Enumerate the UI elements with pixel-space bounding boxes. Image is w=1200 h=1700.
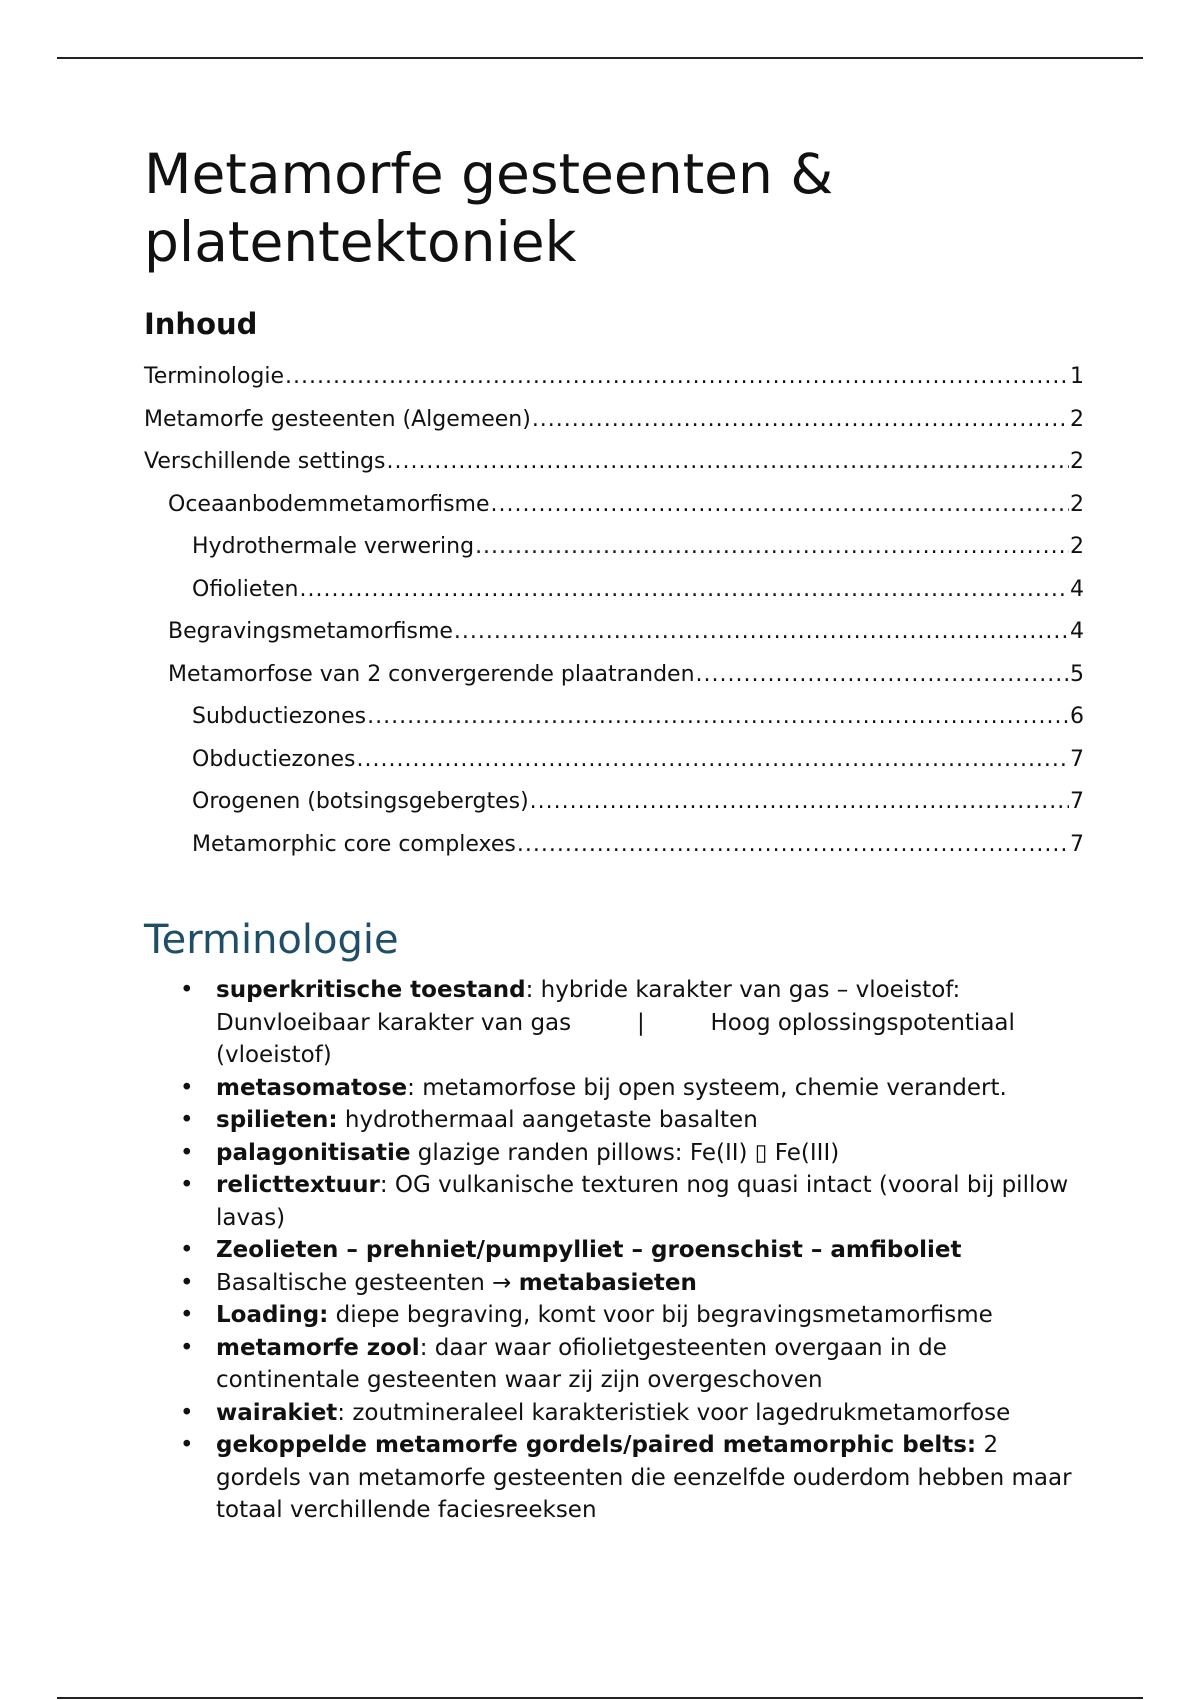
toc-entry-label: Metamorfe gesteenten (Algemeen)	[144, 406, 531, 432]
list-item	[216, 1072, 1084, 1105]
term-definition: : metamorfose bij open systeem, chemie verandert.	[407, 1074, 1007, 1101]
toc-entry-label: Hydrothermale verwering	[192, 534, 475, 559]
term-name: palagonitisatie	[216, 1139, 411, 1166]
term-definition: glazige randen pillows: Fe(II) ▯ Fe(III)	[410, 1139, 840, 1166]
list-item	[216, 1429, 1084, 1527]
section-heading-terminologie: Terminologie	[144, 917, 399, 963]
toc-entry-label: Begravingsmetamorfisme	[168, 619, 453, 644]
term-name: gekoppelde metamorfe gordels/paired metamorphic belts:	[216, 1432, 977, 1458]
term-name: spilieten:	[216, 1107, 338, 1133]
term-definition: 2 gordels van metamorfe gesteenten die eenzelfde ouderdom hebben maar totaal verchillende faciesreeksen	[216, 1432, 1072, 1523]
term-definition-line: (vloeistof)	[216, 1042, 332, 1068]
toc-entry-label: Ofiolieten	[192, 576, 299, 602]
term-prefix: Basaltische gesteenten →	[216, 1269, 519, 1296]
toc-leader-dots	[285, 356, 1069, 399]
toc-entry-label: Oceaanbodemmetamorfisme	[168, 491, 490, 517]
toc-heading: Inhoud	[144, 307, 258, 341]
toc-entry[interactable]	[144, 526, 1084, 569]
toc-page-number: 2	[1070, 406, 1084, 432]
term-definition-line: Hoog oplossingspotentiaal	[710, 1009, 1015, 1036]
toc-page-number: 6	[1070, 704, 1084, 729]
term-name: metasomatose	[216, 1074, 408, 1101]
toc-page-number: 5	[1070, 661, 1084, 687]
term-name: metabasieten	[518, 1269, 697, 1296]
term-name: wairakiet	[216, 1399, 338, 1426]
term-definition: diepe begraving, komt voor bij begravingsmetamorfisme	[328, 1302, 993, 1328]
header-rule	[57, 57, 1143, 59]
toc-leader-dots	[386, 441, 1069, 484]
term-name: Zeolieten – prehniet/pumpylliet – groenschist – amfiboliet	[216, 1237, 962, 1263]
list-item	[216, 1104, 1084, 1137]
toc-leader-dots	[530, 781, 1069, 824]
toc-page-number: 7	[1070, 746, 1084, 772]
toc-entry[interactable]	[144, 824, 1084, 867]
toc-leader-dots	[532, 399, 1069, 442]
toc-entry[interactable]	[144, 569, 1084, 612]
toc-entry-label: Terminologie	[144, 364, 285, 389]
toc-page-number: 2	[1070, 449, 1084, 474]
toc-entry-label: Verschillende settings	[144, 449, 386, 474]
list-item	[216, 1267, 1084, 1300]
term-definition: : hybride karakter van gas – vloeistof:	[525, 977, 961, 1003]
term-name: metamorfe zool	[216, 1334, 420, 1361]
toc-page-number: 7	[1070, 789, 1084, 814]
page-content	[144, 140, 1084, 1527]
document-title: Metamorfe gesteenten & platentektoniek	[144, 142, 834, 274]
toc-entry[interactable]	[144, 781, 1084, 824]
term-definition: : daar waar ofiolietgesteenten overgaan in de continentale gesteenten waar zij zijn overgeschoven	[216, 1334, 947, 1393]
toc-entry-label: Obductiezones	[192, 746, 356, 772]
toc-entry[interactable]	[144, 696, 1084, 739]
toc-leader-dots	[491, 484, 1069, 527]
toc-page-number: 2	[1070, 534, 1084, 559]
terminology-list	[144, 974, 1084, 1527]
list-item	[216, 974, 1084, 1072]
toc-leader-dots	[300, 569, 1070, 612]
toc-page-number: 4	[1070, 576, 1084, 602]
footer-rule	[57, 1697, 1143, 1699]
toc-leader-dots	[454, 611, 1069, 654]
term-definition: hydrothermaal aangetaste basalten	[337, 1107, 758, 1133]
list-item	[216, 1234, 1084, 1267]
toc-entry-label: Metamorphic core complexes	[192, 831, 516, 857]
list-item	[216, 1332, 1084, 1397]
toc-leader-dots	[475, 526, 1069, 569]
toc-entry[interactable]	[144, 654, 1084, 697]
toc-leader-dots	[357, 739, 1069, 782]
toc-page-number: 1	[1070, 364, 1084, 389]
term-definition: : OG vulkanische texturen nog quasi intact (vooral bij pillow lavas)	[216, 1172, 1069, 1231]
list-item	[216, 1299, 1084, 1332]
toc-page-number: 4	[1070, 619, 1084, 644]
toc-page-number: 2	[1070, 491, 1084, 517]
term-name: Loading:	[216, 1302, 329, 1328]
list-item	[216, 1137, 1084, 1170]
term-name: relicttextuur	[216, 1172, 380, 1198]
toc-leader-dots	[696, 654, 1069, 697]
list-item	[216, 1169, 1084, 1234]
toc-page-number: 7	[1070, 831, 1084, 857]
toc-entry-label: Orogenen (botsingsgebergtes)	[192, 789, 529, 814]
toc-entry-label: Subductiezones	[192, 704, 367, 729]
toc-entry[interactable]	[144, 356, 1084, 399]
term-definition-line: Dunvloeibaar karakter van gas	[216, 1009, 572, 1036]
toc-leader-dots	[517, 824, 1069, 867]
toc-entry[interactable]	[144, 441, 1084, 484]
separator-pipe: |	[636, 1009, 645, 1036]
toc-entry[interactable]	[144, 739, 1084, 782]
toc-entry-label: Metamorfose van 2 convergerende plaatranden	[168, 661, 695, 687]
toc-leader-dots	[367, 696, 1069, 739]
term-definition: : zoutmineraleel karakteristiek voor lagedrukmetamorfose	[337, 1399, 1011, 1426]
term-name: superkritische toestand	[216, 977, 526, 1003]
list-item	[216, 1397, 1084, 1430]
table-of-contents	[144, 356, 1084, 866]
toc-entry[interactable]	[144, 611, 1084, 654]
toc-entry[interactable]	[144, 399, 1084, 442]
toc-entry[interactable]	[144, 484, 1084, 527]
